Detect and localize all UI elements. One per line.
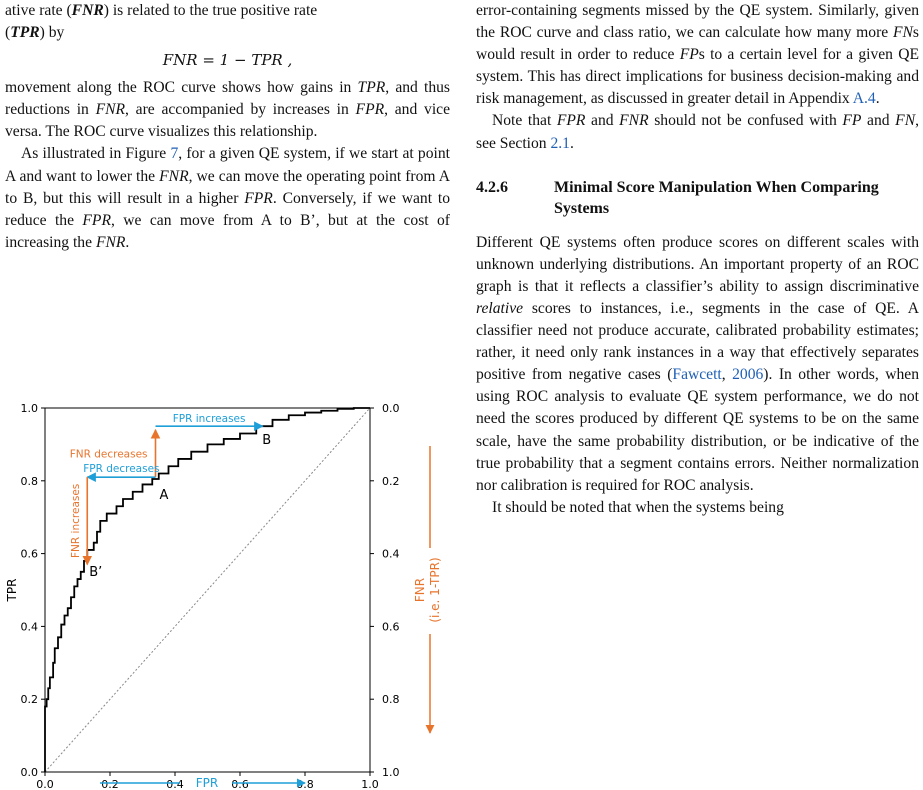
right-para-4: It should be noted that when the systems being xyxy=(492,498,784,516)
text-run: ative rate ( xyxy=(5,2,72,19)
text-run: , xyxy=(721,366,733,384)
text-run: FNR xyxy=(95,101,126,119)
x-tick-label: 0.8 xyxy=(296,778,314,790)
y-tick-label: 0.6 xyxy=(20,547,38,561)
text-run: FNR xyxy=(95,233,126,251)
text-run: , we can move from A to B’, but at the cost of increasing the xyxy=(5,211,450,251)
text-run: ( xyxy=(5,24,11,42)
text-run: , are accompanied by increases in xyxy=(125,101,356,119)
y2-axis-label: FNR xyxy=(413,577,427,603)
text-run: FPR xyxy=(355,101,385,119)
operating-point-label: B’ xyxy=(89,565,103,581)
annotation-label: FPR decreases xyxy=(83,463,160,476)
right-column xyxy=(476,0,919,519)
y2-axis-sublabel: (i.e. 1-TPR) xyxy=(428,557,442,623)
x-tick-label: 0.2 xyxy=(101,778,119,790)
annotation-label: FPR increases xyxy=(172,413,246,426)
x-tick-label: 1.0 xyxy=(361,778,379,790)
text-run: scores to instances, i.e., segments in the case of QE. A classifier need not produce accurate, calibrated probability estimates; rather, it need only rank instances in a way that effectively separates positive from negative cases ( xyxy=(476,299,919,384)
cross-reference-link[interactable]: 7 xyxy=(170,145,179,163)
cross-reference-link[interactable]: A.4 xyxy=(852,90,876,108)
text-run: relative xyxy=(476,299,524,317)
text-run: As illustrated in Figure xyxy=(21,145,171,163)
text-run: FNR xyxy=(71,2,104,19)
text-run: TPR xyxy=(357,79,386,97)
text-run: ) is related to the true positive rate xyxy=(103,2,318,19)
x-tick-label: 0.4 xyxy=(166,778,184,790)
text-run: , see Section xyxy=(476,112,920,152)
text-run: should not be confused with xyxy=(648,112,843,130)
text-run: FNR xyxy=(619,112,649,130)
x-axis-label: FPR xyxy=(195,776,219,790)
text-run: , we can move the operating point from A to B, but this will result in a higher xyxy=(5,167,450,207)
cross-reference-link[interactable]: Fawcett xyxy=(672,366,722,384)
text-run: FPR xyxy=(556,112,586,130)
y2-tick-label: 1.0 xyxy=(382,766,400,779)
text-run: s to a certain level for a given QE system. This has direct implications for business decision-making and risk management, as discussed in greater detail in Appendix xyxy=(476,46,919,108)
left-para-1-line-1 xyxy=(5,0,450,22)
equation-fnr: FNR = 1 − TPR , xyxy=(162,51,293,70)
text-run: FP xyxy=(679,46,699,64)
text-run: movement along the ROC curve shows how gains in xyxy=(5,79,358,97)
text-run: , and vice versa. The ROC curve visualizes this relationship. xyxy=(5,101,450,141)
cross-reference-link[interactable]: 2.1 xyxy=(550,134,570,152)
operating-point-label: A xyxy=(159,488,169,504)
text-run: FNR xyxy=(159,167,189,185)
x-tick-label: 0.6 xyxy=(231,778,249,790)
text-run: . xyxy=(125,233,130,251)
y2-tick-label: 0.0 xyxy=(382,402,400,415)
y-tick-label: 0.8 xyxy=(20,474,38,488)
text-run: s would result in order to reduce xyxy=(476,24,919,64)
operating-point-label: B xyxy=(262,432,272,448)
text-run: FP xyxy=(842,112,862,130)
y2-tick-label: 0.6 xyxy=(382,620,400,634)
text-run: FN xyxy=(892,24,913,42)
text-run: FN xyxy=(895,112,916,130)
text-run: ). In other words, when using ROC analysis to evaluate QE system performance, we do not need the scores produced by different QE systems to be on the same scale, have the same probability distribution, or be indicative of the true probability that a segment contains errors. Neither normalization nor calibration is required for ROC analysis. xyxy=(476,366,919,494)
text-run: ) by xyxy=(39,24,65,42)
section-number: 4.2.6 xyxy=(476,178,508,196)
y-tick-label: 1.0 xyxy=(20,402,38,415)
section-title: Minimal Score Manipulation When Comparing Systems xyxy=(554,178,879,217)
y2-tick-label: 0.4 xyxy=(382,547,400,561)
roc-figure xyxy=(0,398,450,790)
text-run: . xyxy=(875,90,880,108)
left-para-2 xyxy=(5,77,450,143)
text-run: and xyxy=(585,112,620,130)
section-heading xyxy=(476,177,919,219)
text-run: , and thus reductions in xyxy=(5,79,450,119)
text-run: Note that xyxy=(492,112,557,130)
annotation-label: FNR increases xyxy=(70,483,83,558)
left-column xyxy=(5,0,450,254)
right-para-1 xyxy=(476,0,919,110)
y-tick-label: 0.0 xyxy=(20,766,38,779)
y-axis-label: TPR xyxy=(5,578,19,602)
annotation-label: FNR decreases xyxy=(69,448,148,461)
y2-tick-label: 0.2 xyxy=(382,474,400,488)
y-tick-label: 0.4 xyxy=(20,620,38,634)
y2-tick-label: 0.8 xyxy=(382,693,400,707)
cross-reference-link[interactable]: 2006 xyxy=(732,366,764,384)
left-para-3 xyxy=(5,143,450,253)
text-run: Different QE systems often produce scores on different scales with unknown underlying distributions. An important property of an ROC graph is that it reflects a classifier’s ability to assign discriminative xyxy=(476,233,919,295)
x-tick-label: 0.0 xyxy=(36,778,54,790)
text-run: and xyxy=(861,112,896,130)
left-para-1-line-2 xyxy=(5,22,450,44)
text-run: , for a given QE system, if we start at point A and want to lower the xyxy=(5,145,450,185)
y-tick-label: 0.2 xyxy=(20,693,38,707)
text-run: error-containing segments missed by the QE system. Similarly, given the ROC curve and class ratio, we can calculate how many more xyxy=(476,2,919,42)
text-run: . xyxy=(569,134,574,152)
right-para-3 xyxy=(476,232,919,497)
right-para-2 xyxy=(476,110,919,154)
text-run: TPR xyxy=(10,24,40,42)
text-run: FPR xyxy=(82,211,111,229)
text-run: . Conversely, if we want to reduce the xyxy=(5,189,450,229)
text-run: FPR xyxy=(244,189,273,207)
